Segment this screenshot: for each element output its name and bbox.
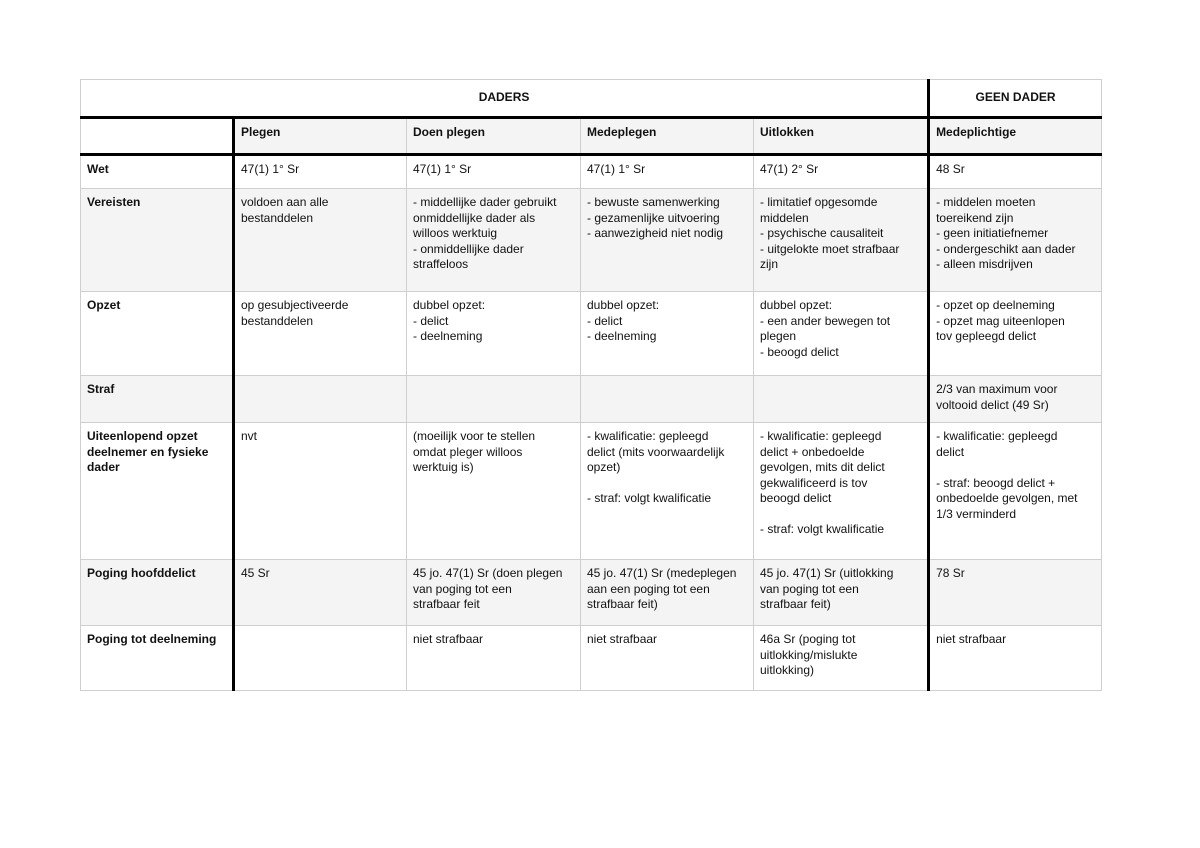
- table-cell: 45 jo. 47(1) Sr (medeplegen aan een poging tot een strafbaar feit): [581, 560, 754, 626]
- table-cell: 45 Sr: [234, 560, 407, 626]
- geen-dader-group-header: GEEN DADER: [929, 80, 1102, 118]
- table-cell: 45 jo. 47(1) Sr (doen plegen van poging tot een strafbaar feit: [407, 560, 581, 626]
- table-cell: nvt: [234, 423, 407, 560]
- table-row: [81, 560, 1102, 626]
- table-cell: 47(1) 1° Sr: [234, 155, 407, 189]
- table-cell: - kwalificatie: gepleegd delict + onbedoelde gevolgen, mits dit delict gekwalificeerd is tov beoogd delict - straf: volgt kwalificatie: [754, 423, 929, 560]
- row-label-poging-hoofddelict: Poging hoofddelict: [81, 560, 234, 626]
- table-cell: dubbel opzet: - delict - deelneming: [581, 292, 754, 376]
- row-label-opzet: Opzet: [81, 292, 234, 376]
- column-header-uitlokken: Uitlokken: [754, 118, 929, 155]
- table-cell: - middellijke dader gebruikt onmiddellijke dader als willoos werktuig - onmiddellijke dader straffeloos: [407, 189, 581, 292]
- table-cell: [754, 376, 929, 423]
- table-cell: (moeilijk voor te stellen omdat pleger willoos werktuig is): [407, 423, 581, 560]
- table-cell: - opzet op deelneming - opzet mag uiteenlopen tov gepleegd delict: [929, 292, 1102, 376]
- table-cell: op gesubjectiveerde bestanddelen: [234, 292, 407, 376]
- deelneming-table: [80, 79, 1102, 691]
- table-cell: - limitatief opgesomde middelen - psychische causaliteit - uitgelokte moet strafbaar zijn: [754, 189, 929, 292]
- document-page: [80, 79, 1101, 691]
- table-cell: - kwalificatie: gepleegd delict (mits voorwaardelijk opzet) - straf: volgt kwalificatie: [581, 423, 754, 560]
- table-row: [81, 423, 1102, 560]
- table-cell: 46a Sr (poging tot uitlokking/mislukte uitlokking): [754, 626, 929, 691]
- table-cell: - middelen moeten toereikend zijn - geen initiatiefnemer - ondergeschikt aan dader - alleen misdrijven: [929, 189, 1102, 292]
- table-cell: niet strafbaar: [407, 626, 581, 691]
- table-row: [81, 189, 1102, 292]
- table-cell: 78 Sr: [929, 560, 1102, 626]
- table-cell: 47(1) 1° Sr: [407, 155, 581, 189]
- table-cell: - bewuste samenwerking - gezamenlijke uitvoering - aanwezigheid niet nodig: [581, 189, 754, 292]
- table-cell: 47(1) 2° Sr: [754, 155, 929, 189]
- table-cell: [581, 376, 754, 423]
- table-cell: 48 Sr: [929, 155, 1102, 189]
- column-header-medeplichtige: Medeplichtige: [929, 118, 1102, 155]
- row-label-vereisten: Vereisten: [81, 189, 234, 292]
- table-row: [81, 626, 1102, 691]
- table-cell: niet strafbaar: [581, 626, 754, 691]
- column-header-doen-plegen: Doen plegen: [407, 118, 581, 155]
- row-label-straf: Straf: [81, 376, 234, 423]
- table-cell: - kwalificatie: gepleegd delict - straf: beoogd delict + onbedoelde gevolgen, met 1/3 verminderd: [929, 423, 1102, 560]
- table-row: [81, 292, 1102, 376]
- table-cell: 47(1) 1° Sr: [581, 155, 754, 189]
- table-cell: dubbel opzet: - delict - deelneming: [407, 292, 581, 376]
- column-header-medeplegen: Medeplegen: [581, 118, 754, 155]
- row-label-uiteenlopend-opzet: Uiteenlopend opzet deelnemer en fysieke dader: [81, 423, 234, 560]
- table-cell: 45 jo. 47(1) Sr (uitlokking van poging tot een strafbaar feit): [754, 560, 929, 626]
- table-cell: [234, 626, 407, 691]
- column-header-plegen: Plegen: [234, 118, 407, 155]
- table-cell: [234, 376, 407, 423]
- table-cell: 2/3 van maximum voor voltooid delict (49 Sr): [929, 376, 1102, 423]
- table-row: [81, 155, 1102, 189]
- table-cell: [407, 376, 581, 423]
- table-cell: niet strafbaar: [929, 626, 1102, 691]
- daders-group-header: DADERS: [81, 80, 929, 118]
- row-label-poging-tot-deelneming: Poging tot deelneming: [81, 626, 234, 691]
- row-label-wet: Wet: [81, 155, 234, 189]
- table-cell: voldoen aan alle bestanddelen: [234, 189, 407, 292]
- table-row: [81, 376, 1102, 423]
- corner-cell: [81, 118, 234, 155]
- table-cell: dubbel opzet: - een ander bewegen tot plegen - beoogd delict: [754, 292, 929, 376]
